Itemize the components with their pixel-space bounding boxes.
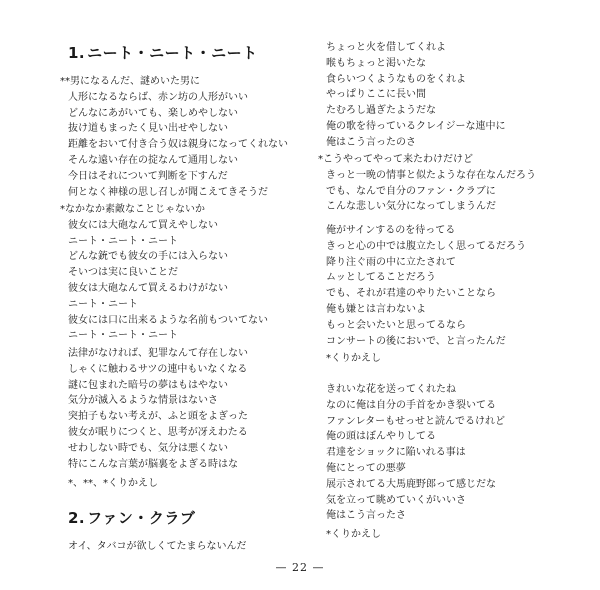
lyric-line: オイ、タバコが欲しくてたまらないんだ [68,541,247,552]
lyric-line: 展示されてる大馬鹿野郎って感じだな [326,478,496,490]
lyric-line: もっと会いたいと思ってるなら [326,319,466,331]
lyric-line: そんな遠い存在の掟なんて通用しない [68,154,238,166]
lyric-line: 俺も嫌とは言わないよ [326,303,426,315]
lyric-line: 特にこんな言葉が脳裏をよぎる時はな [68,458,238,470]
lyric-line: 今日はそれについて判断を下すんだ [68,170,228,182]
lyric-line: 君達をショックに陥いれる事は [326,447,466,459]
lyric-line: 気を立って眺めていくがいいさ [326,494,466,506]
stanza [318,40,506,151]
stanza [60,476,158,492]
stanza [318,351,381,367]
lyric-line: 抜け道もまったく見い出せやしない [68,123,228,135]
lyric-line: ファンレターもせっせと読んでるけれど [326,415,505,427]
lyric-line: 彼女は大砲なんて買えるわけがない [68,282,228,294]
page-number: — 22 — [275,561,325,574]
lyric-line: こんな悲しい気分になってしまうんだ [326,201,496,213]
stanza [318,527,381,543]
lyric-line: 俺はこう言ったさ [326,510,406,522]
lyric-line: 何となく神様の思し召しが聞こえてきそうだ [68,186,268,198]
repeat-instruction: *くりかえし [326,529,381,540]
stanza [60,202,268,344]
lyric-line: そいつは実に良いことだ [68,267,178,279]
lyric-line: たむろし過ぎたようだな [326,105,436,117]
stanza [60,346,248,472]
lyric-line: でも、それが君達のやりたいことなら [326,288,496,300]
lyric-line: 彼女には口に出来るような名前もついてない [68,314,268,326]
lyric-line: 法律がなければ、犯罪なんて存在しない [68,348,248,359]
lyric-line: 彼女が眠りにつくと、思考が冴えわたる [68,426,248,438]
lyric-line: *こうやってやって来たわけだけど [318,154,473,165]
lyric-line: どんな銃でも彼女の手には入らない [68,251,228,263]
lyric-line: ニート・ニート・ニート [68,235,178,247]
lyric-line: 人形になるならば、赤ン坊の人形がいい [68,91,248,103]
lyric-line: しゃくに触わるサツの連中もいなくなる [68,363,248,375]
lyric-line: きっと一晩の情事と似たような存在なんだろう [326,169,536,181]
lyric-line: 距離をおいて付き合う奴は親身になってくれない [68,139,288,151]
lyric-line: 降り注ぐ雨の中に立たされて [326,256,456,268]
lyric-line: 彼女には大砲なんて買えやしない [68,219,218,231]
song-title-2: 2. ファン・クラブ [68,509,196,527]
lyric-line: どんなにあがいても、楽しめやしない [68,107,238,119]
lyric-line: 俺にとっての悪夢 [326,462,406,474]
lyric-line: ムッとしてることだろう [326,272,436,284]
lyric-line: 気分が滅入るような情景はないさ [68,395,218,407]
lyric-line: 俺の頭はぼんやりしてる [326,431,436,443]
lyric-line: きっと心の中では腹立たしく思ってるだろう [326,240,526,252]
lyric-line: 俺がサインするのを待ってる [326,225,456,236]
lyric-line: やっぱりここに長い間 [326,89,426,101]
lyric-line: ニート・ニート [68,298,138,310]
stanza [318,382,505,524]
stanza [60,539,247,555]
lyric-line: 俺はこう言ったのさ [326,136,416,148]
repeat-instruction: *くりかえし [326,353,381,364]
lyric-line: でも、なんで自分のファン・クラブに [326,185,496,197]
lyric-line: 突拍子もない考えが、ふと頭をよぎった [68,411,248,423]
lyric-line: **男になるんだ、謎めいた男に [60,76,200,87]
stanza [318,152,536,215]
lyric-line: コンサートの後においで、と言ったんだ [326,335,506,347]
lyric-line: 食らいつくようなものをくれよ [326,73,466,85]
lyric-line: せわしない時でも、気分は悪くない [68,442,228,454]
lyric-line: ニート・ニート・ニート [68,330,178,342]
lyric-line: きれいな花を送ってくれたね [326,384,456,395]
repeat-instruction: *、**、*くりかえし [68,478,158,489]
lyric-line: なのに俺は自分の手首をかき裂いてる [326,399,496,411]
song-title-1: 1. ニート・ニート・ニート [68,44,258,62]
lyric-line: 謎に包まれた暗号の夢はもはやない [68,379,228,391]
lyric-line: *なかなか素敵なことじゃないか [60,204,205,215]
stanza [60,74,288,200]
lyric-line: ちょっと火を借してくれよ [326,42,446,53]
lyric-line: 喉もちょっと渇いたな [326,57,426,69]
stanza [318,223,526,349]
lyric-line: 俺の歌を待っているクレイジーな連中に [326,120,506,132]
